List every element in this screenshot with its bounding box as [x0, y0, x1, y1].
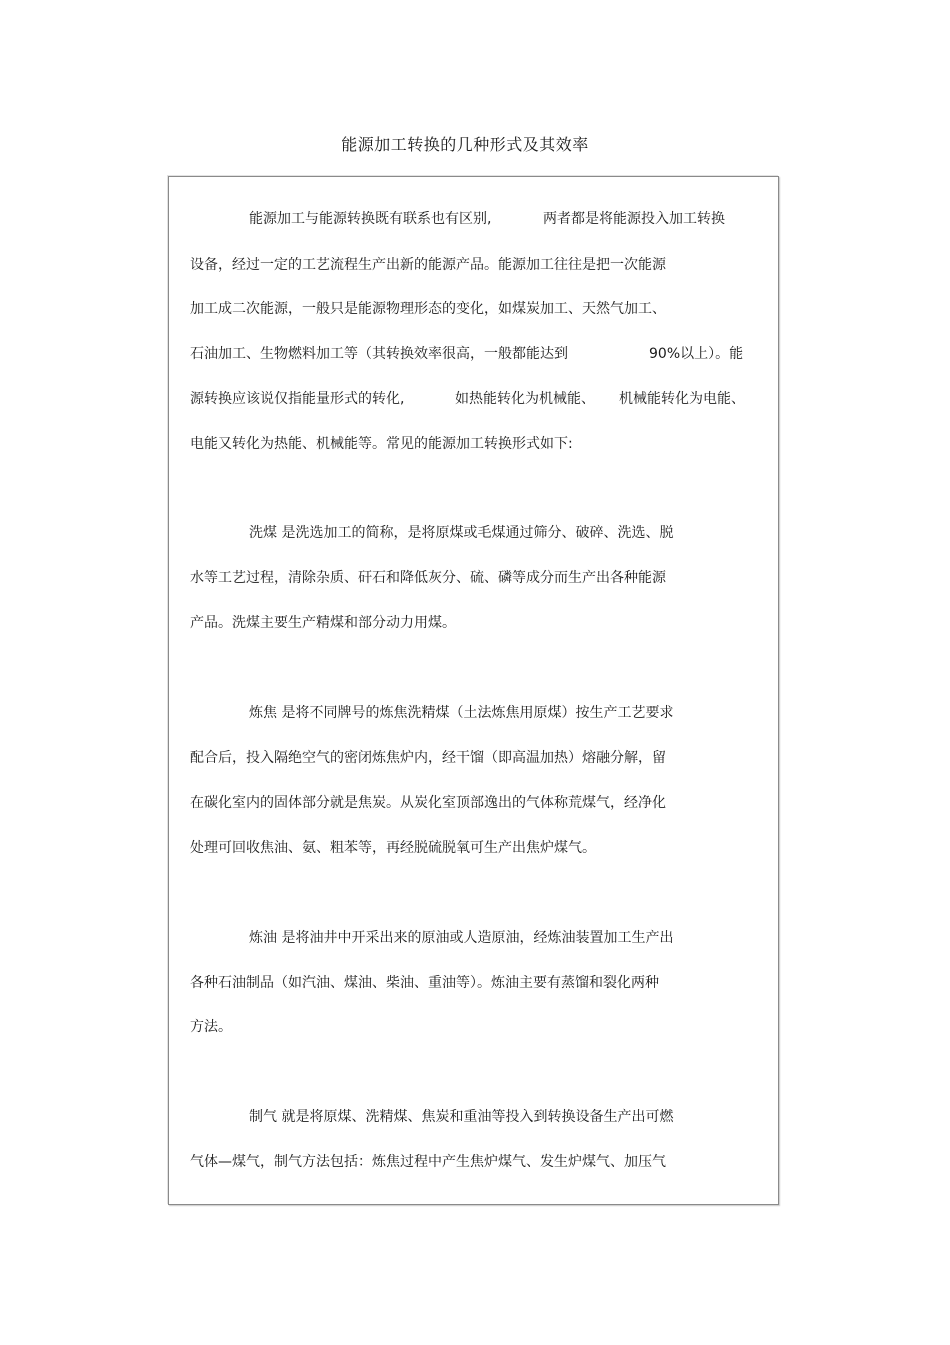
coking-line-2: 配合后，投入隔绝空气的密闭炼焦炉内，经干馏（即高温加热）熔融分解，留: [190, 750, 666, 766]
intro-line-5a: 源转换应该说仅指能量形式的转化,: [190, 391, 405, 407]
refining-line-3: 方法。: [190, 1019, 232, 1035]
intro-line-5c: 机械能转化为电能、: [619, 391, 745, 407]
intro-line-6: 电能又转化为热能、机械能等。常见的能源加工转换形式如下:: [190, 436, 573, 452]
intro-line-5b: 如热能转化为机械能、: [455, 391, 595, 407]
refining-line-1: 炼油 是将油井中开采出来的原油或人造原油，经炼油装置加工生产出: [249, 930, 674, 946]
washing-line-1: 洗煤 是洗选加工的简称，是将原煤或毛煤通过筛分、破碎、洗选、脱: [249, 525, 674, 541]
intro-line-4a: 石油加工、生物燃料加工等（其转换效率很高，一般都能达到: [190, 346, 568, 362]
intro-line-3: 加工成二次能源，一般只是能源物理形态的变化，如煤炭加工、天然气加工、: [190, 301, 666, 317]
coking-line-1: 炼焦 是将不同牌号的炼焦洗精煤（土法炼焦用原煤）按生产工艺要求: [249, 705, 674, 721]
intro-line-2: 设备，经过一定的工艺流程生产出新的能源产品。能源加工往往是把一次能源: [190, 257, 666, 273]
content-box: [168, 176, 779, 1205]
intro-line-4b: 90%以上）。能: [649, 346, 744, 362]
coking-line-3: 在碳化室内的固体部分就是焦炭。从炭化室顶部逸出的气体称荒煤气，经净化: [190, 795, 666, 811]
refining-line-2: 各种石油制品（如汽油、煤油、柴油、重油等）。炼油主要有蒸馏和裂化两种: [190, 975, 659, 991]
intro-line-1: [249, 209, 491, 229]
washing-line-3: 产品。洗煤主要生产精煤和部分动力用煤。: [190, 615, 456, 631]
intro-line-1b: 两者都是将能源投入加工转换: [543, 211, 725, 227]
page-title: 能源加工转换的几种形式及其效率: [341, 135, 589, 154]
gas-line-1: 制气 就是将原煤、洗精煤、焦炭和重油等投入到转换设备生产出可燃: [249, 1109, 674, 1125]
coking-line-4: 处理可回收焦油、氨、粗苯等，再经脱硫脱氧可生产出焦炉煤气。: [190, 840, 596, 856]
washing-line-2: 水等工艺过程，清除杂质、矸石和降低灰分、硫、磷等成分而生产出各种能源: [190, 570, 666, 586]
gas-line-2: 气体—煤气，制气方法包括：炼焦过程中产生焦炉煤气、发生炉煤气、加压气: [190, 1154, 666, 1170]
intro-line-1a: 能源加工与能源转换既有联系也有区别,: [249, 211, 492, 227]
